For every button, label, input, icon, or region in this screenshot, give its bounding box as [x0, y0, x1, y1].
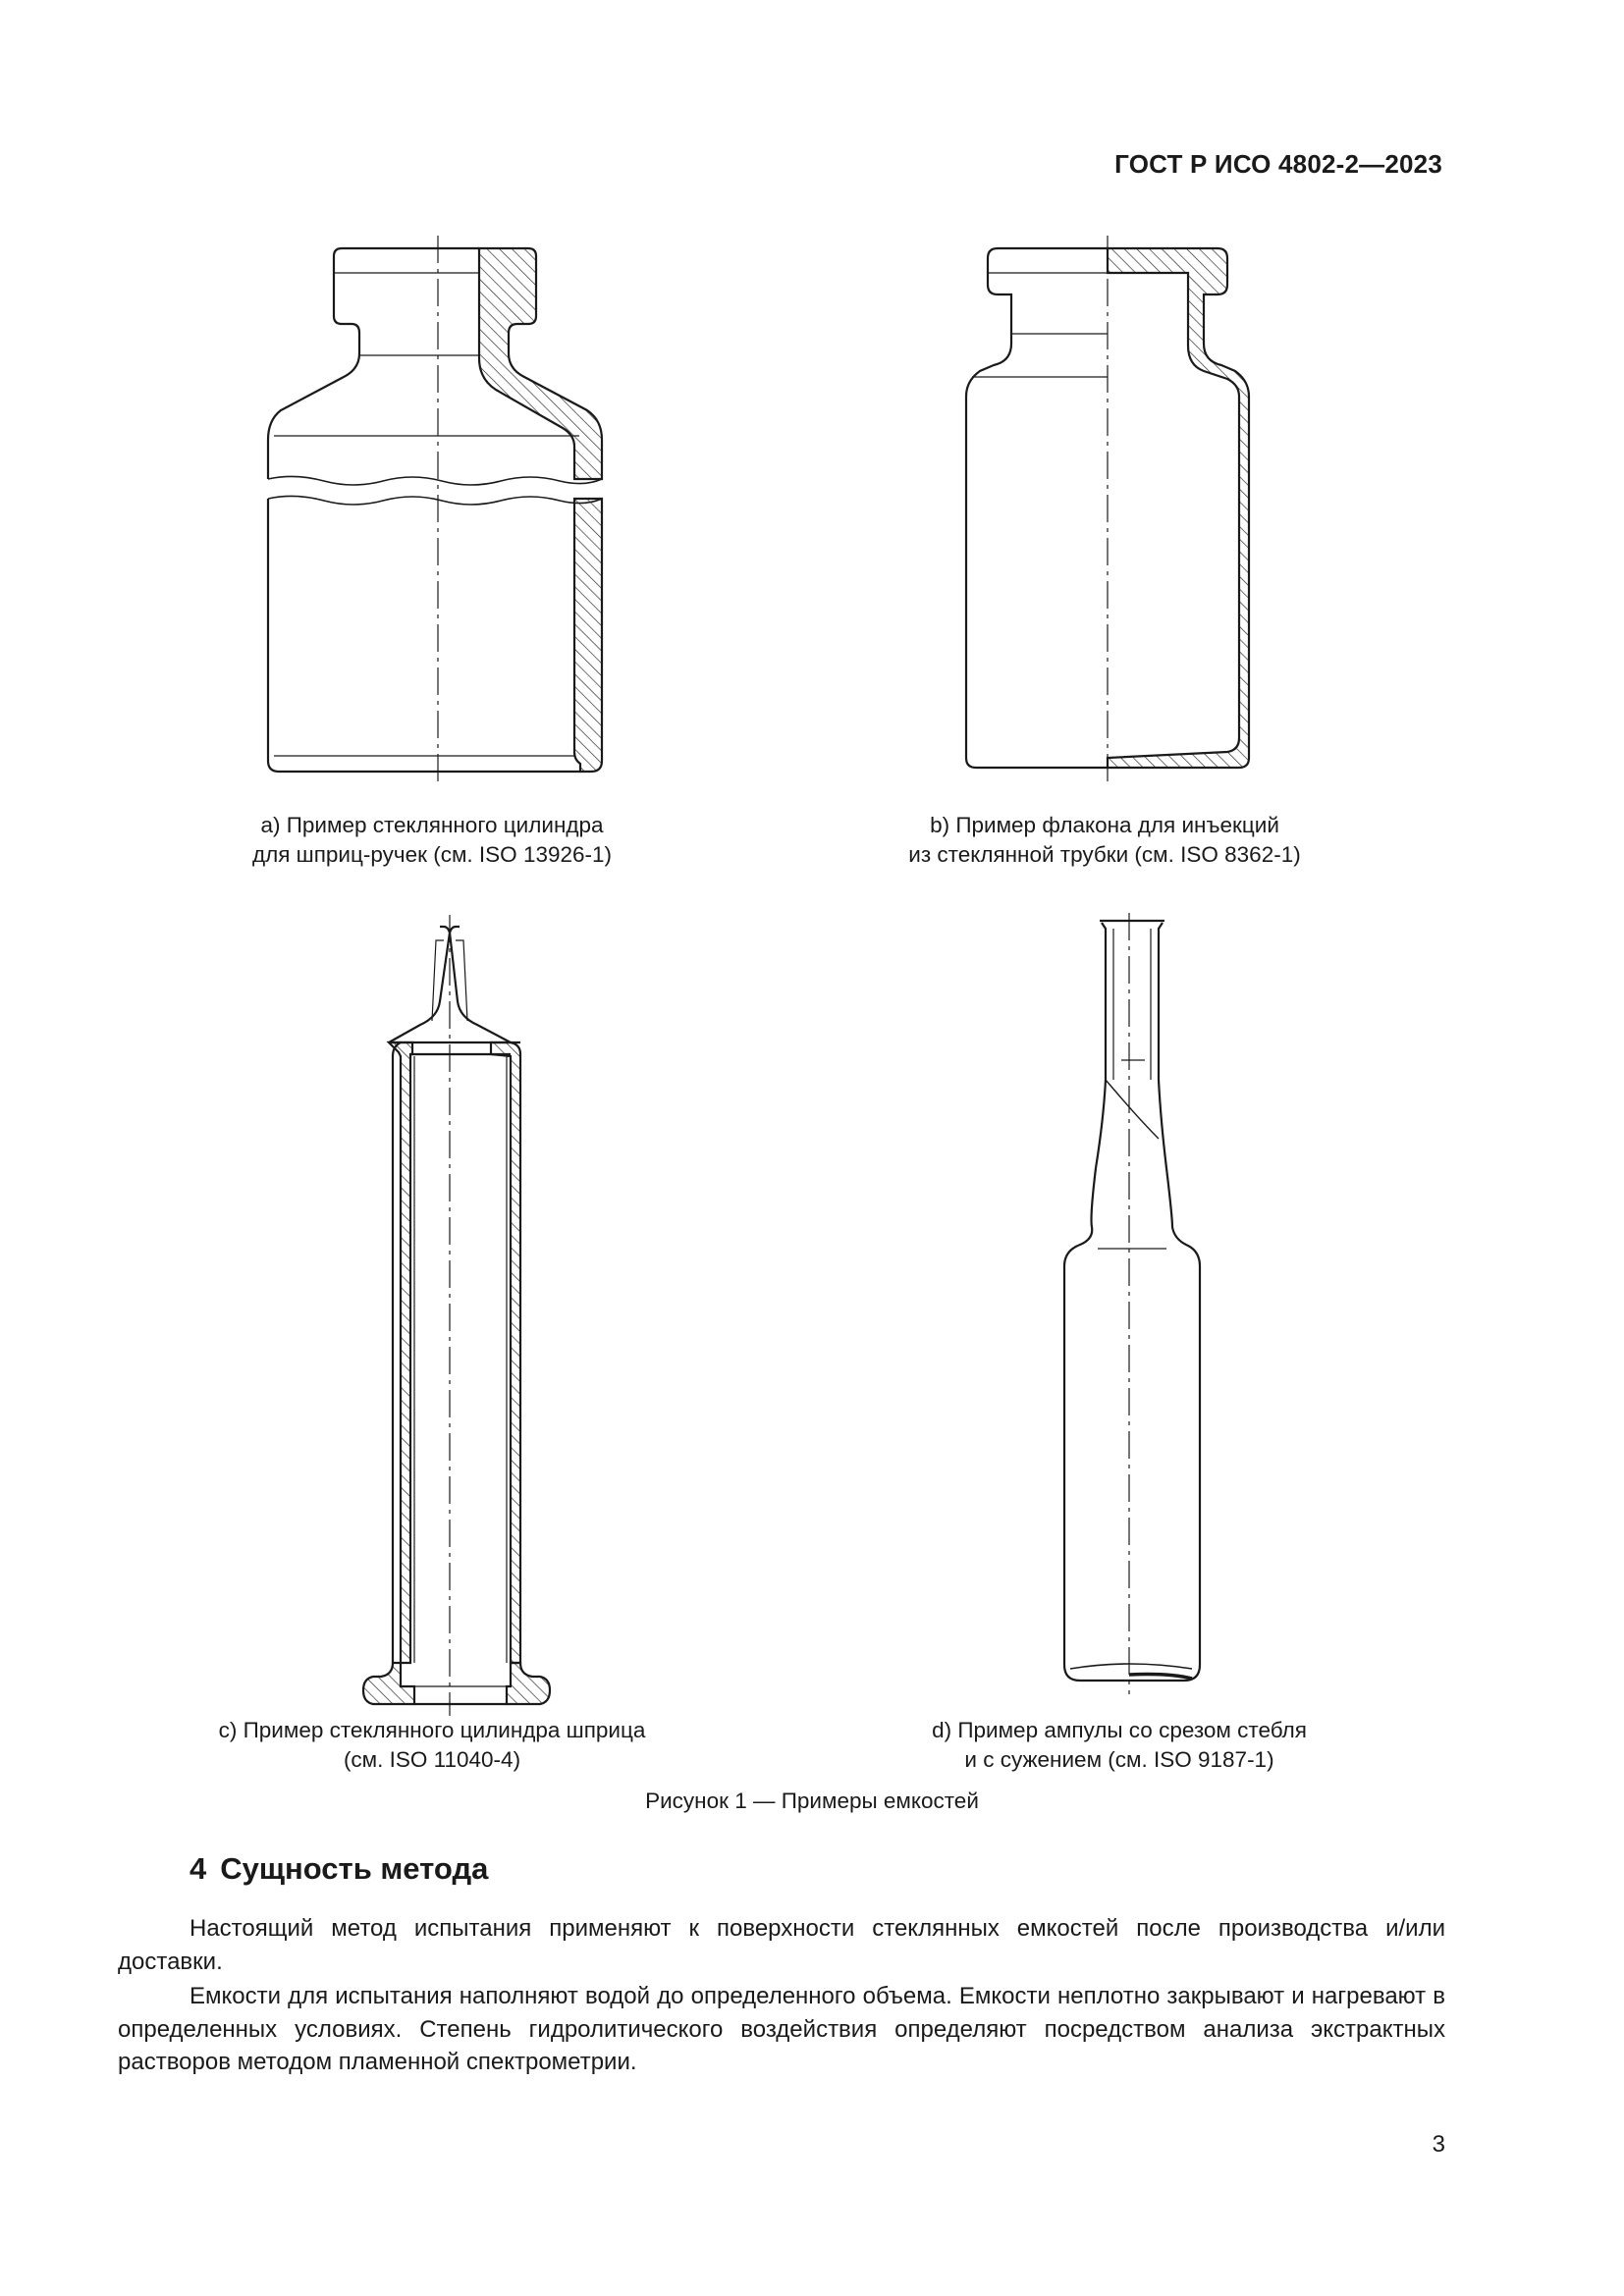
caption-a-line1: a) Пример стеклянного цилиндра: [260, 813, 604, 837]
caption-b-line1: b) Пример флакона для инъекций: [930, 813, 1279, 837]
drawing-d-ampoule: [1064, 913, 1200, 1694]
caption-d-line2: и с сужением (см. ISO 9187-1): [964, 1747, 1274, 1772]
drawing-c-flange-right: [507, 1663, 550, 1704]
drawing-a-wall-lower: [574, 499, 602, 772]
caption-c-line1: c) Пример стеклянного цилиндра шприца: [218, 1718, 646, 1742]
section-number: 4: [189, 1851, 207, 1886]
drawing-a-wall-section: [479, 248, 602, 479]
drawing-c-syringe: [363, 915, 550, 1716]
figure-title: Рисунок 1 — Примеры емкостей: [645, 1789, 979, 1813]
section-title-text: Сущность метода: [220, 1851, 489, 1886]
drawing-b-wall-section: [1108, 248, 1249, 768]
document-code: ГОСТ Р ИСО 4802-2—2023: [1114, 149, 1442, 179]
caption-a-line2: для шприц-ручек (см. ISO 13926-1): [251, 842, 613, 867]
page-number: 3: [1432, 2131, 1445, 2158]
caption-c-line2: (см. ISO 11040-4): [343, 1747, 521, 1772]
caption-panel-c: [167, 1716, 697, 1775]
caption-panel-b: [859, 811, 1350, 870]
section-body: [118, 1912, 1445, 2081]
drawing-b-vial: [966, 236, 1249, 781]
paragraph-2: Емкости для испытания наполняют водой до определенного объема. Емкости неплотно закрывают и нагревают в определенных условиях. Степень гидролитического воздействия определяют посредством анализа экстрактных растворов методом пламенной спектрометрии.: [118, 1983, 1445, 2075]
drawing-c-wall-right: [491, 1042, 520, 1663]
drawing-c-flange-left: [363, 1663, 414, 1704]
caption-b-line2: из стеклянной трубки (см. ISO 8362-1): [908, 842, 1301, 867]
caption-panel-d: [874, 1716, 1365, 1775]
paragraph-1: Настоящий метод испытания применяют к поверхности стеклянных емкостей после производства и/или доставки.: [118, 1915, 1445, 1975]
drawing-a-cartridge: [268, 236, 602, 785]
section-heading: [189, 1851, 488, 1887]
caption-d-line1: d) Пример ампулы со срезом стебля: [932, 1718, 1307, 1742]
caption-panel-a: [187, 811, 677, 870]
